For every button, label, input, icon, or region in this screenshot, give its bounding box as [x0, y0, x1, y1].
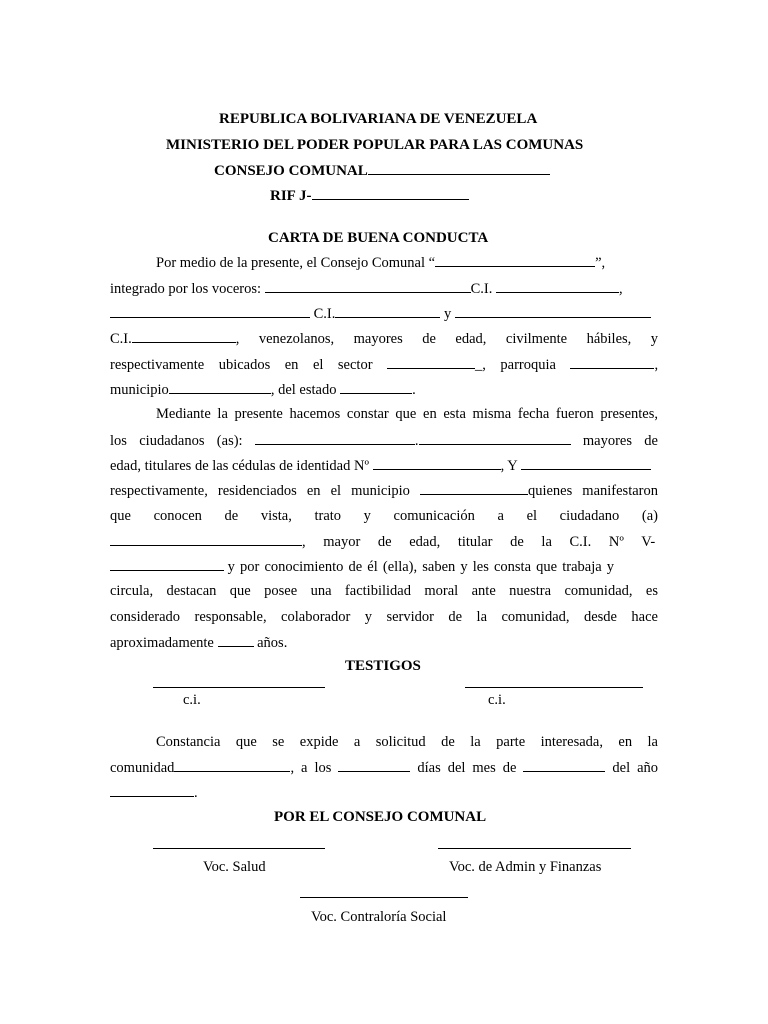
vocero1-ci-blank [496, 278, 619, 293]
p1-line3 [110, 303, 658, 324]
comma: , [654, 357, 659, 373]
header-ministry: MINISTERIO DEL PODER POPULAR PARA LAS COMUNAS [166, 137, 584, 153]
testigo1-ci-label: c.i. [183, 692, 201, 708]
word: hábiles, [586, 331, 632, 347]
dias-blank [338, 757, 410, 772]
p2-line9: considerado responsable, colaborador y servidor de la comunidad, desde hace [110, 609, 658, 625]
text: edad, titulares de las cédulas de identidad Nº [110, 458, 369, 474]
p2-line5: que conocen de vista, trato y comunicación a el ciudadano (a) [110, 508, 658, 524]
p1-voceros-text: integrado por los voceros: [110, 281, 262, 297]
conjunction-y: y [444, 306, 452, 322]
word: edad, [455, 331, 487, 347]
ciudadano-name-blank [110, 531, 302, 546]
document-title: CARTA DE BUENA CONDUCTA [268, 230, 489, 246]
ciudadano2-blank [419, 430, 571, 445]
p1-close-quote: ”, [595, 255, 606, 271]
parroquia-label: _, parroquia [475, 357, 556, 373]
testigo2-signature-line [465, 687, 643, 688]
cedula2-blank [521, 455, 651, 470]
p2-line4 [110, 480, 658, 501]
p1-line1 [110, 252, 658, 273]
salud-signature-line [153, 848, 325, 849]
vocero2-name-blank [110, 303, 310, 318]
text: , mayor de edad, titular de la C.I. Nº V- [302, 534, 656, 550]
parroquia-blank [570, 354, 654, 369]
p1-line4 [110, 328, 658, 349]
ano-blank [110, 782, 194, 797]
testigo2-ci-label: c.i. [488, 692, 506, 708]
text: días del mes de [417, 760, 517, 776]
text: , Y [500, 458, 518, 474]
header-rif [270, 185, 469, 206]
vocero3-ci-label: C.I. [110, 331, 132, 347]
p3-line2 [110, 757, 658, 778]
cedula1-blank [373, 455, 501, 470]
vocero1-name-blank [265, 278, 471, 293]
word: respectivamente [110, 357, 205, 373]
municipio-label: municipio [110, 382, 169, 398]
consejo-signatures-title: POR EL CONSEJO COMUNAL [274, 809, 487, 825]
p3-line1: Constancia que se expide a solicitud de la parte interesada, en la [156, 734, 658, 750]
p1-line6 [110, 379, 658, 400]
p2-line1: Mediante la presente hacemos constar que en esta misma fecha fueron presentes, [156, 406, 658, 422]
p1-line2 [110, 278, 658, 299]
salud-label: Voc. Salud [203, 859, 266, 875]
residencia-municipio-blank [420, 480, 528, 495]
header-consejo [214, 160, 550, 181]
text: quienes manifestaron [527, 483, 658, 499]
word: venezolanos, [258, 331, 335, 347]
vocero3-ci-blank [132, 328, 236, 343]
mes-blank [523, 757, 605, 772]
text: y por conocimiento de él (ella), saben y les consta que trabaja y [227, 559, 615, 575]
ciudadano-ci-blank [110, 556, 224, 571]
p2-line6 [110, 531, 658, 552]
p1-line5 [110, 354, 658, 375]
sector-blank [387, 354, 475, 369]
header-republic: REPUBLICA BOLIVARIANA DE VENEZUELA [219, 111, 538, 127]
municipio-blank [169, 379, 271, 394]
word: y [650, 331, 659, 347]
testigo1-signature-line [153, 687, 325, 688]
text: del año [612, 760, 659, 776]
word: de [422, 331, 436, 347]
rif-label: RIF J- [270, 188, 312, 204]
p1-intro-text: Por medio de la presente, el Consejo Comunal “ [156, 255, 436, 271]
p2-line2 [110, 430, 658, 451]
p2-line7 [110, 556, 658, 577]
contraloria-signature-line [300, 897, 468, 898]
estado-blank [340, 379, 412, 394]
p3-line3 [110, 782, 658, 803]
period: . [194, 785, 198, 801]
vocero1-ci-label: C.I. [470, 281, 493, 297]
word: mayores [353, 331, 403, 347]
comunidad-blank [174, 757, 290, 772]
finanzas-signature-line [438, 848, 631, 849]
vocero3-name-blank [455, 303, 651, 318]
text: años. [257, 635, 288, 651]
p2-line3 [110, 455, 658, 476]
consejo-name-blank [368, 160, 550, 175]
text: aproximadamente [110, 635, 214, 651]
text: , a los [290, 760, 332, 776]
estado-label: , del estado [270, 382, 337, 398]
word: el [312, 357, 324, 373]
word: civilmente [505, 331, 568, 347]
word: sector [337, 357, 373, 373]
rif-number-blank [312, 185, 469, 200]
comma: , [235, 331, 240, 347]
word: en [284, 357, 299, 373]
period: . [412, 382, 416, 398]
ciudadanos-label: los ciudadanos (as): [110, 433, 243, 449]
p2-line10 [110, 632, 658, 653]
anos-blank [218, 632, 254, 647]
testigos-title: TESTIGOS [345, 658, 421, 674]
contraloria-label: Voc. Contraloría Social [311, 909, 447, 925]
consejo-label: CONSEJO COMUNAL [214, 163, 368, 179]
comma: , [619, 281, 623, 297]
text: mayores de [582, 433, 658, 449]
ciudadano1-blank [255, 430, 415, 445]
finanzas-label: Voc. de Admin y Finanzas [449, 859, 602, 875]
vocero2-ci-label: C.I. [313, 306, 336, 322]
comunidad-label: comunidad [110, 760, 175, 776]
consejo-comunal-blank [435, 252, 595, 267]
period: . [414, 433, 419, 449]
p2-line8: circula, destacan que posee una factibilidad moral ante nuestra comunidad, es [110, 583, 658, 599]
word: ubicados [218, 357, 271, 373]
vocero2-ci-blank [335, 303, 440, 318]
text: respectivamente, residenciados en el municipio [110, 483, 410, 499]
